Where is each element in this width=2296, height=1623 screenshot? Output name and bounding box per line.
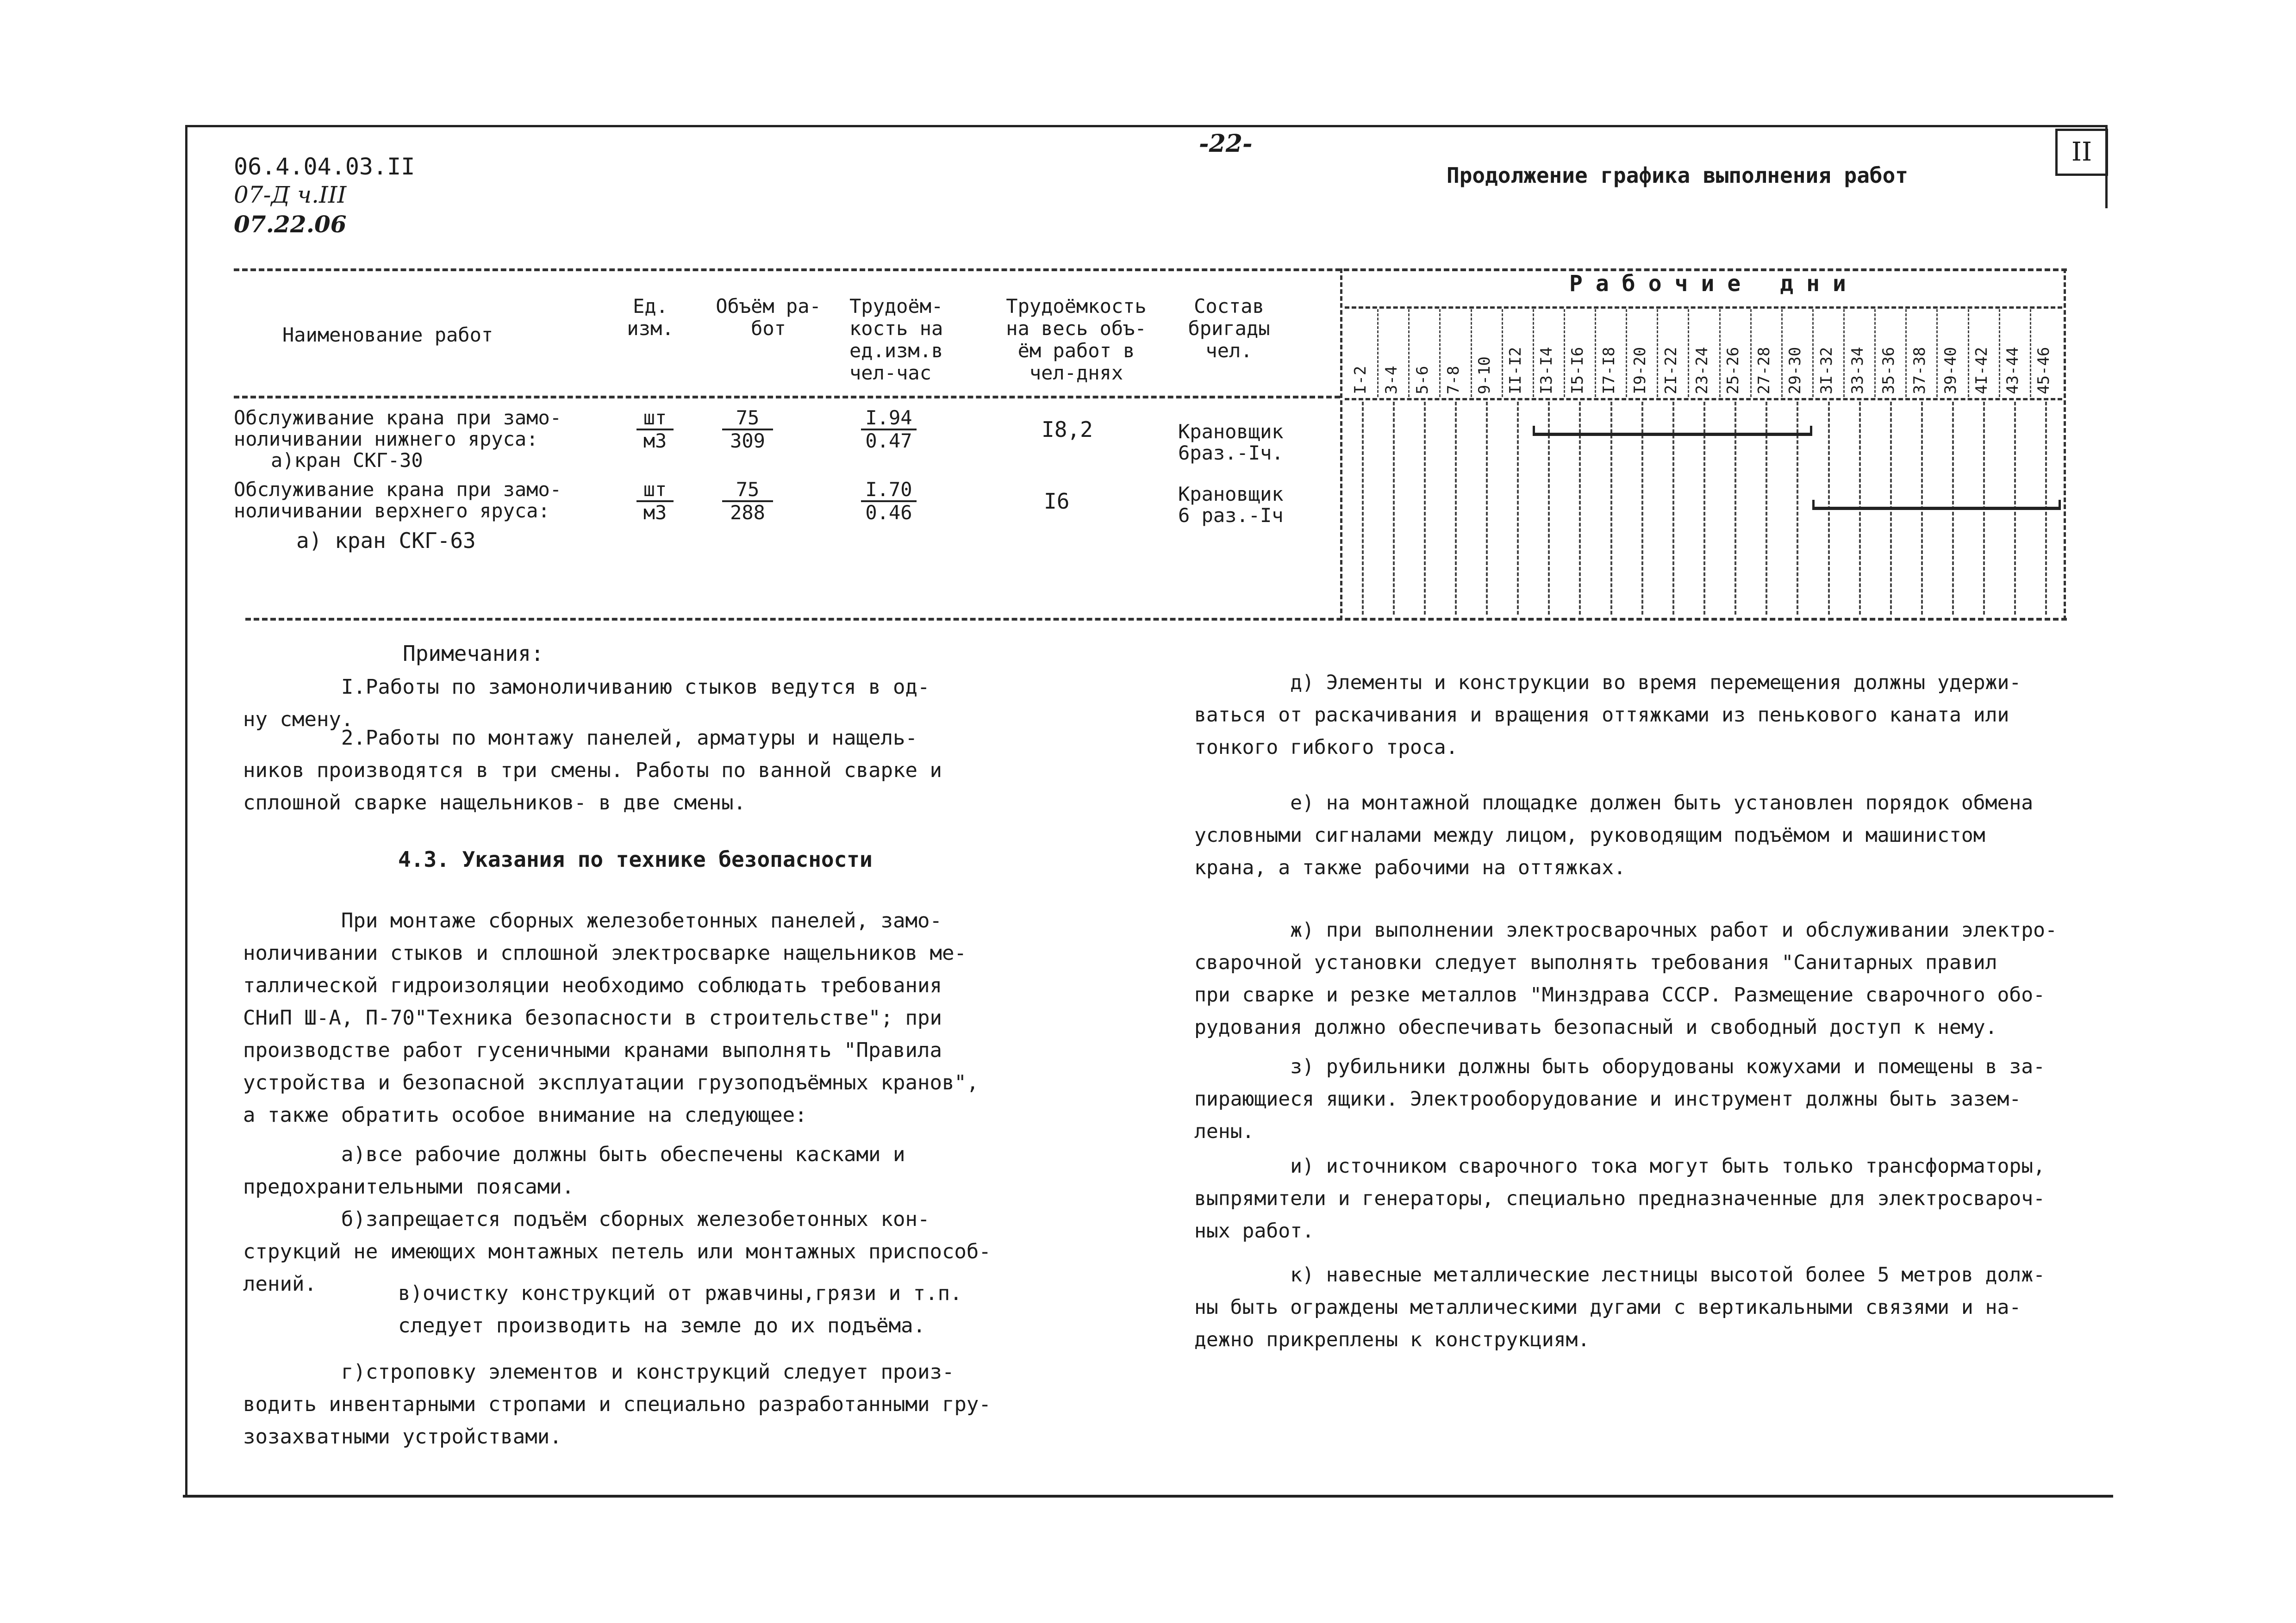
frame-left-border [185,125,187,1495]
row2-unit-bottom: м3 [643,501,667,524]
gantt-right-border [2064,268,2066,620]
days-bottom-rule [1345,398,2062,400]
working-days-label: Рабочие дни [1569,271,1859,297]
row1-name-line1: Обслуживание крана при замо- [234,406,562,429]
day-separator-15 [1812,309,1814,397]
row2-unit [636,479,674,523]
day-separator-1 [1377,309,1379,397]
day-separator-20 [1968,309,1969,397]
day-separator-5 [1502,309,1503,397]
row1-labor-bottom: 0.47 [865,429,912,452]
gantt-bar-row2 [1812,507,2061,510]
note-2: 2.Работы по монтажу панелей, арматуры и нащель- ников производятся в три смены. Работы по ванной сварке и сплошной сварке нащельников- в две смены. [243,726,942,815]
day-label-18: 37-38 [1910,347,1929,394]
item-a: а)все рабочие должны быть обеспечены касками и предохранительными поясами. [243,1143,905,1199]
row1-name-line3: а)кран СКГ-30 [271,449,423,472]
day-label-19: 39-40 [1941,347,1960,394]
col-header-labor-total: Трудоёмкость на весь объ- ём работ в чел-днях [1006,295,1147,384]
item-z: з) рубильники должны быть оборудованы кожухами и помещены в за- пирающиеся ящики. Электрооборудование и инструмент должны быть зазем- лены. [1194,1055,2046,1143]
day-separator-16 [1843,309,1845,397]
day-label-21: 43-44 [2003,347,2022,394]
row2-crew-line2: 6 раз.-Iч [1178,504,1284,527]
day-label-11: 23-24 [1693,347,1711,394]
day-separator-9 [1626,309,1627,397]
day-separator-7 [1564,309,1565,397]
table-bottom-rule [245,618,2067,621]
row2-volume-bottom: 288 [730,501,765,524]
day-separator-19 [1936,309,1938,397]
row2-volume [722,479,773,523]
day-label-12: 25-26 [1724,347,1743,394]
row1-unit-bottom: м3 [643,429,667,452]
col-header-volume: Объём ра- бот [716,295,821,340]
day-separator-22 [2030,309,2031,397]
day-separator-21 [1999,309,2000,397]
day-separator-3 [1439,309,1441,397]
item-i: и) источником сварочного тока могут быть только трансформаторы, выпрямители и генераторы, специально предназначенные для электросвароч- ных работ. [1194,1155,2046,1243]
row1-volume [722,407,773,452]
safety-intro: При монтаже сборных железобетонных панелей, замо- ноличивании стыков и сплошной электросварке нащельников ме- таллической гидроизоляции необходимо соблюдать требования СНиП Ш-А, П-70"Техника безопасности в строительстве"; при производстве работ гусеничными кранами выполнять "Правила устройства и безопасной эксплуатации грузоподъёмных кранов", а также обратить особое внимание на следующее: [243,909,979,1127]
row1-volume-bottom: 309 [730,429,765,452]
day-separator-12 [1719,309,1721,397]
table-row [234,407,604,471]
working-days-rule [1345,306,2062,309]
day-column-line-0 [1362,402,1364,615]
day-label-16: 33-34 [1848,347,1867,394]
table-row [234,479,604,551]
section-title: 4.3. Указания по технике безопасности [398,847,873,872]
gantt-bar-row1 [1533,433,1812,436]
item-d: д) Элементы и конструкции во время перемещения должны удержи- ваться от раскачивания и вращения оттяжками из пенькового каната или тонкого гибкого троса. [1194,671,2021,759]
row2-labor-total: I6 [1044,489,1070,514]
col-header-unit: Ед. изм. [627,295,674,340]
day-separator-11 [1688,309,1689,397]
gantt-left-border [1340,268,1342,620]
frame-bottom-border [183,1495,2113,1498]
row1-crew-line2: 6раз.-Iч. [1178,442,1284,464]
day-label-6: I3-I4 [1537,347,1556,394]
day-separator-13 [1750,309,1752,397]
item-k: к) навесные металлические лестницы высотой более 5 метров долж- ны быть ограждены металлическими дугами с вертикальными связями и на- дежно прикреплены к конструкциям. [1194,1263,2046,1351]
table-header-rule [234,396,1340,398]
day-label-20: 4I-42 [1972,347,1991,394]
item-v: в)очистку конструкций от ржавчины,грязи и т.п. следует производить на земле до их подъёма. [398,1281,962,1337]
day-column-line-5 [1517,402,1519,615]
frame-top-border [185,125,2106,127]
sheet-number: II [2055,129,2108,176]
day-label-14: 29-30 [1786,347,1805,394]
row2-labor-bottom: 0.46 [865,501,912,524]
row2-crew-line1: Крановщик [1178,483,1284,505]
day-column-line-4 [1486,402,1488,615]
day-label-13: 27-28 [1755,347,1774,394]
page-title: Продолжение графика выполнения работ [1447,163,1908,188]
day-separator-14 [1781,309,1783,397]
day-label-2: 5-6 [1413,366,1432,394]
col-header-crew: Состав бригады чел. [1188,295,1270,362]
row1-labor-top: I.94 [861,407,917,430]
handwritten-note-1: 07-Д ч.III [234,181,347,208]
day-label-0: I-2 [1351,366,1370,394]
item-b: б)запрещается подъём сборных железобетонных кон- струкций не имеющих монтажных петель или монтажных приспособ- лений. [243,1207,991,1296]
row2-unit-top: шт [636,479,674,502]
day-column-line-2 [1424,402,1426,615]
row1-crew [1178,421,1284,464]
item-g: г)строповку элементов и конструкций следует произ- водить инвентарными стропами и специально разработанными гру- зозахватными устройствами. [243,1360,991,1449]
note-1: I.Работы по замоноличиванию стыков ведутся в од- ну смену. [243,675,930,731]
page-number: -22- [1199,130,1253,158]
day-separator-17 [1874,309,1876,397]
row1-unit [636,407,674,452]
day-separator-2 [1408,309,1410,397]
row1-crew-line1: Крановщик [1178,420,1284,443]
day-label-1: 3-4 [1382,366,1401,394]
handwritten-note-2: 07.22.06 [234,211,347,238]
row1-labor-total: I8,2 [1042,417,1093,442]
row1-labor-unit [861,407,917,452]
day-label-7: I5-I6 [1568,347,1587,394]
day-separator-8 [1595,309,1596,397]
row2-labor-top: I.70 [861,479,917,502]
day-label-15: 3I-32 [1817,347,1836,394]
day-label-10: 2I-22 [1661,347,1680,394]
row2-name-line1: Обслуживание крана при замо- [234,478,562,501]
notes-title: Примечания: [403,641,544,666]
day-label-9: I9-20 [1630,347,1649,394]
row2-labor-unit [861,479,917,523]
day-label-5: II-I2 [1506,347,1525,394]
day-label-8: I7-I8 [1599,347,1618,394]
item-e: е) на монтажной площадке должен быть установлен порядок обмена условными сигналами между лицом, руководящим подъёмом и машинистом крана, а также рабочими на оттяжках. [1194,791,2034,879]
day-label-22: 45-46 [2034,347,2053,394]
day-separator-18 [1905,309,1907,397]
col-header-labor-unit: Трудоём- кость на ед.изм.в чел-час [849,295,943,384]
day-label-4: 9-10 [1475,356,1494,394]
row1-volume-top: 75 [722,407,773,430]
day-separator-6 [1533,309,1534,397]
row2-crew [1178,484,1284,526]
day-column-line-1 [1393,402,1395,615]
row1-name-line2: ноличивании нижнего яруса: [234,428,538,450]
item-zh: ж) при выполнении электросварочных работ и обслуживании электро- сварочной установки следует выполнять требования "Санитарных правил при сварке и резке металлов "Минздрава СССР. Размещение сварочного обо- рудования должно обеспечивать безопасный и свободный доступ к нему. [1194,919,2057,1039]
row2-volume-top: 75 [722,479,773,502]
day-column-line-3 [1455,402,1457,615]
day-label-17: 35-36 [1879,347,1898,394]
day-separator-10 [1657,309,1658,397]
row1-unit-top: шт [636,407,674,430]
row2-name-line3: а) кран СКГ-63 [296,528,476,553]
document-code: 06.4.04.03.II [234,153,415,180]
day-separator-4 [1471,309,1472,397]
day-label-3: 7-8 [1444,366,1463,394]
col-header-name: Наименование работ [282,323,493,346]
row2-name-line2: ноличивании верхнего яруса: [234,499,550,522]
